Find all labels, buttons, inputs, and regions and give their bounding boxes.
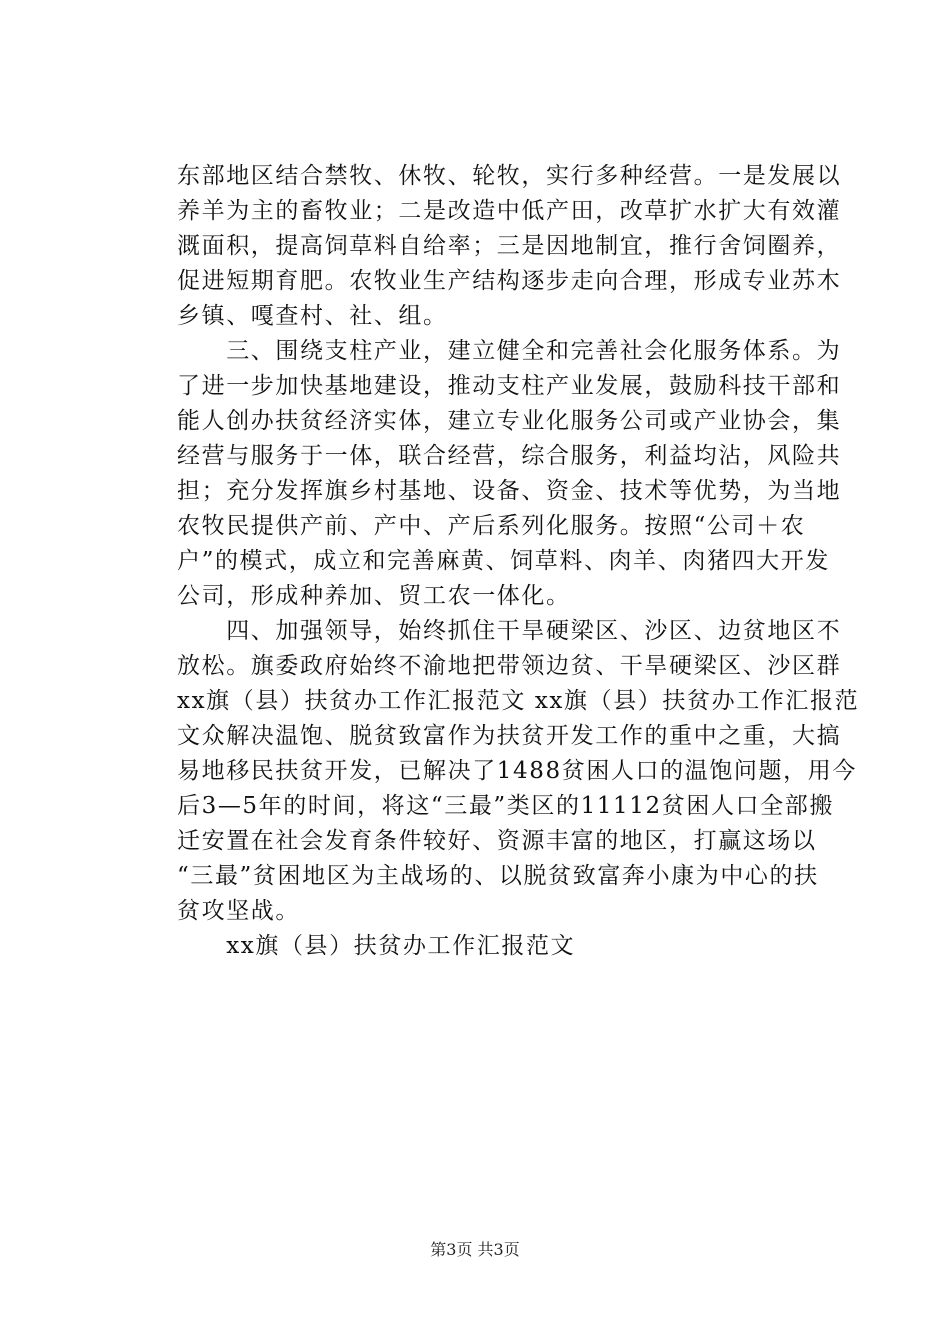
text-line: 公司，形成种养加、贸工农一体化。 (177, 583, 571, 609)
text-line: 文众解决温饱、脱贫致富作为扶贫开发工作的重中之重，大搞 (177, 723, 842, 749)
text-line: 养羊为主的畜牧业；二是改造中低产田，改草扩水扩大有效灌 (177, 198, 842, 224)
text-line: 了进一步加快基地建设，推动支柱产业发展，鼓励科技干部和 (177, 373, 842, 399)
text-line: “三最”贫困地区为主战场的、以脱贫致富奔小康为中心的扶 (177, 863, 819, 889)
text-line: 三、围绕支柱产业，建立健全和完善社会化服务体系。为 (177, 338, 842, 364)
text-line: 东部地区结合禁牧、休牧、轮牧，实行多种经营。一是发展以 (177, 163, 842, 189)
text-line: 促进短期育肥。农牧业生产结构逐步走向合理，形成专业苏木 (177, 268, 842, 294)
page-footer (0, 1240, 950, 1260)
text-line: 担；充分发挥旗乡村基地、设备、资金、技术等优势，为当地 (177, 478, 842, 504)
text-line: 四、加强领导，始终抓住干旱硬梁区、沙区、边贫地区不 (177, 618, 842, 644)
text-line: 贫攻坚战。 (177, 898, 300, 924)
text-line: 迁安置在社会发育条件较好、资源丰富的地区，打赢这场以 (177, 828, 817, 854)
page-number: 第3页 共3页 (430, 1240, 520, 1259)
text-line: 能人创办扶贫经济实体，建立专业化服务公司或产业协会，集 (177, 408, 842, 434)
text-line: 户”的模式，成立和完善麻黄、饲草料、肉羊、肉猪四大开发 (177, 548, 830, 574)
text-line: 后3—5年的时间，将这“三最”类区的11112贫困人口全部搬 (177, 793, 834, 819)
text-line: 放松。旗委政府始终不渝地把带领边贫、干旱硬梁区、沙区群 (177, 653, 842, 679)
text-line: xx旗（县）扶贫办工作汇报范文 xx旗（县）扶贫办工作汇报范 (177, 688, 860, 714)
text-line: 农牧民提供产前、产中、产后系列化服务。按照“公司＋农 (177, 513, 806, 539)
text-line: 经营与服务于一体，联合经营，综合服务，利益均沾，风险共 (177, 443, 842, 469)
text-line: 溉面积，提高饲草料自给率；三是因地制宜，推行舍饲圈养， (177, 233, 842, 259)
text-line: 乡镇、嘎查村、社、组。 (177, 303, 448, 329)
text-line: xx旗（县）扶贫办工作汇报范文 (177, 933, 576, 959)
text-line: 易地移民扶贫开发，已解决了1488贫困人口的温饱问题，用今 (177, 758, 857, 784)
document-body (177, 159, 860, 964)
